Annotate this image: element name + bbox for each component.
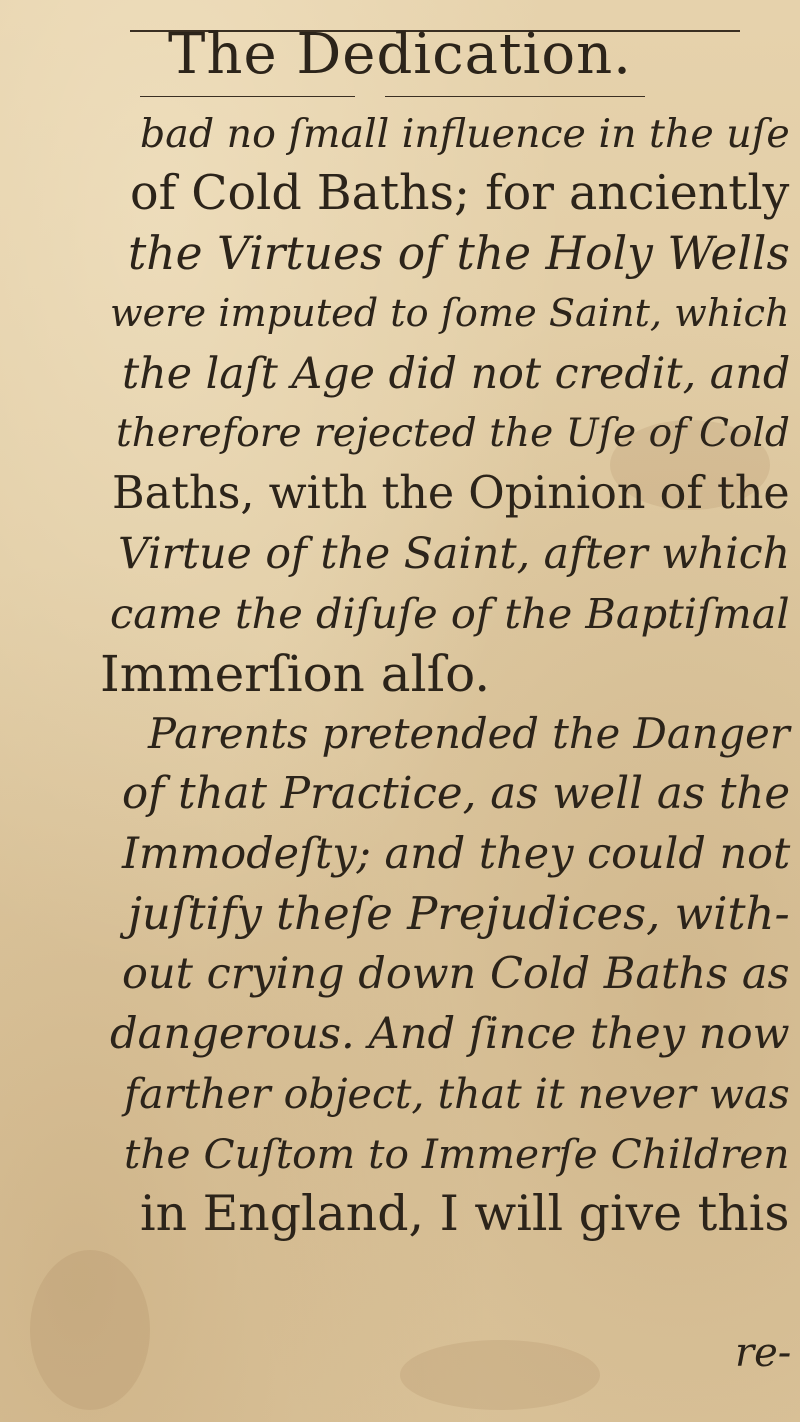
text-line: were imputed to ſome Saint, which [110,292,790,336]
paper-stain [400,1340,600,1410]
text-line: juſtify theſe Prejudices, with- [128,887,790,940]
text-line: therefore rejected the Uſe of Cold [116,411,790,456]
text-line: Virtue of the Saint, after which [118,529,791,579]
header-title: The Dedication. [168,22,632,87]
text-line: Immodeſty; and they could not [122,829,791,879]
text-line: Parents pretended the Danger [148,709,790,758]
catchword: re- [735,1330,792,1376]
text-line: out crying down Cold Baths as [122,949,790,999]
running-header [0,22,800,87]
text-line: dangerous. And ſince they now [110,1009,790,1059]
text-line: Immerſion alſo. [100,645,491,703]
paper-stain [30,1250,150,1410]
text-line: in England, I will give this [140,1185,790,1242]
text-line: farther object, that it never was [124,1070,790,1118]
text-line: the Virtues of the Holy Wells [128,227,790,280]
text-line: the laſt Age did not credit, and [122,349,791,399]
header-rule-right [385,96,645,97]
text-line: the Cuſtom to Immerſe Children [124,1130,790,1178]
text-line: came the diſuſe of the Baptiſmal [110,590,790,638]
text-line: Baths, with the Opinion of the [112,468,790,519]
text-line: of that Practice, as well as the [122,769,791,819]
header-rule-left [140,96,355,97]
text-line: bad no ſmall influence in the uſe [140,111,790,157]
text-line: of Cold Baths; for anciently [130,166,790,221]
